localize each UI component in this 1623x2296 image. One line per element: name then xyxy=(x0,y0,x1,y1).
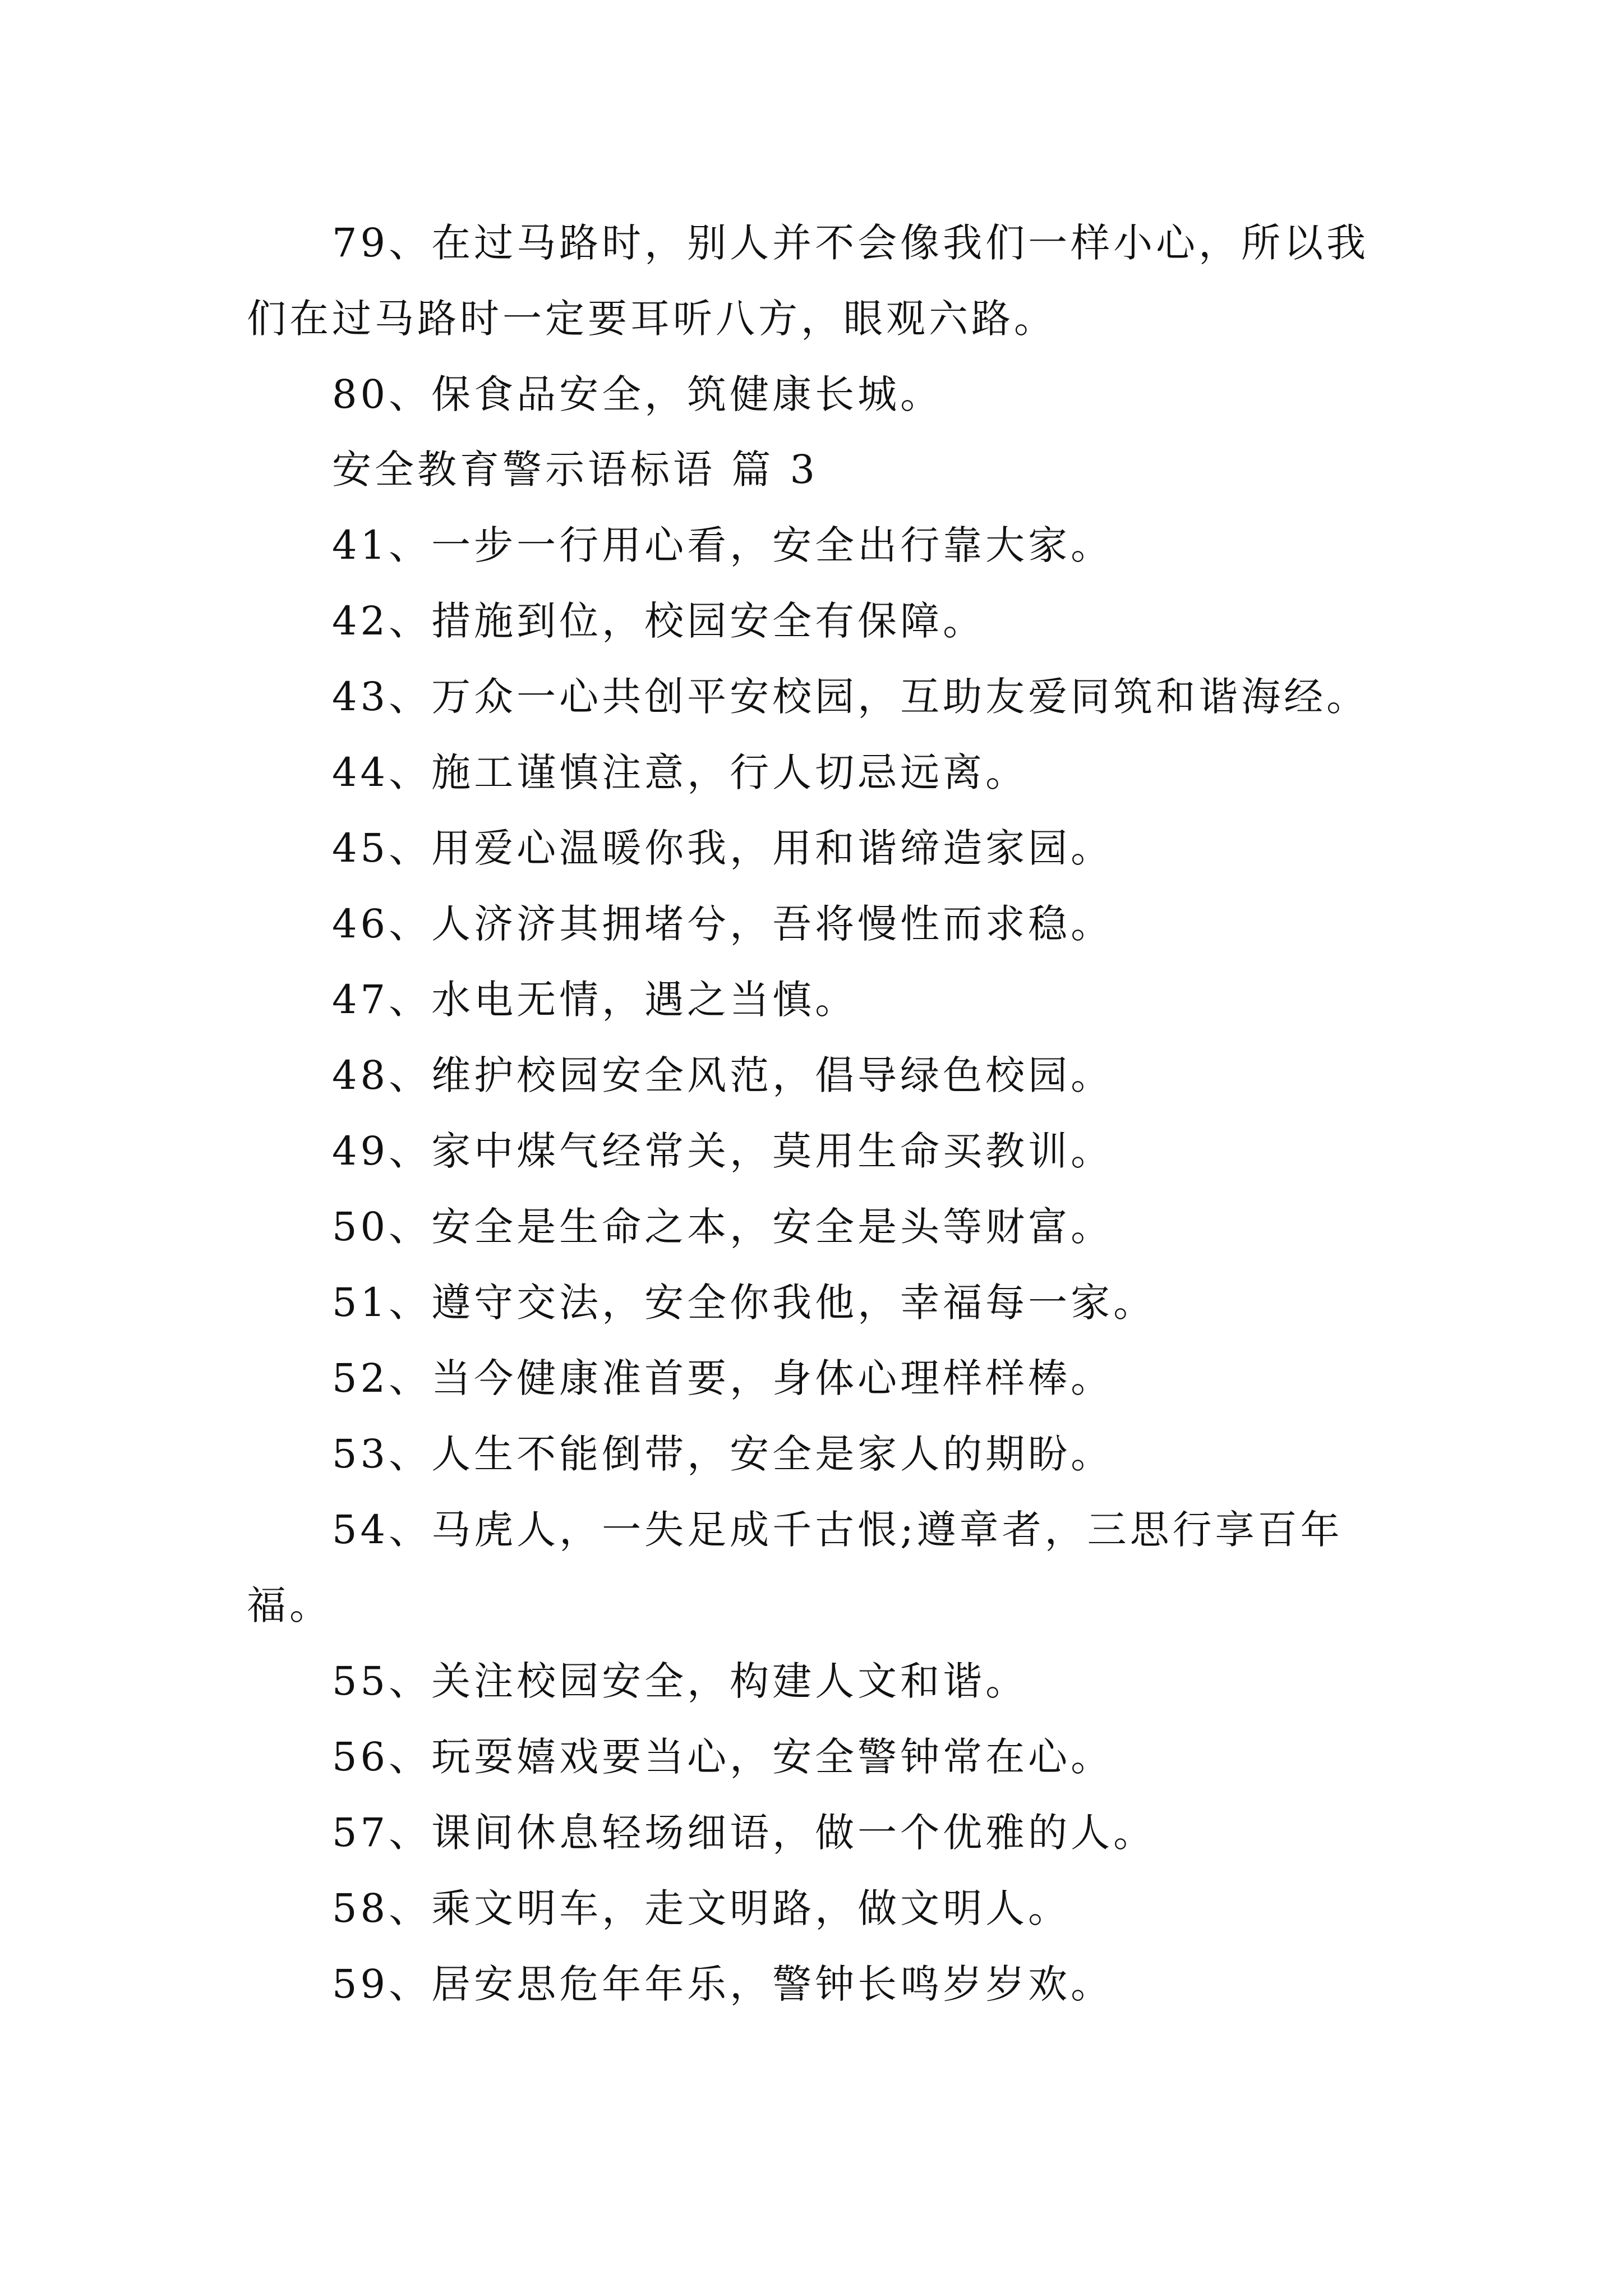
text-line: 们在过马路时一定要耳听八方，眼观六路。 xyxy=(247,296,1057,342)
text-line: 49、家中煤气经常关，莫用生命买教训。 xyxy=(332,1128,1114,1174)
text-line: 48、维护校园安全风范，倡导绿色校园。 xyxy=(332,1052,1114,1098)
text-line: 51、遵守交法，安全你我他，幸福每一家。 xyxy=(332,1280,1156,1326)
text-line: 53、人生不能倒带，安全是家人的期盼。 xyxy=(332,1431,1114,1477)
text-line: 44、施工谨慎注意，行人切忌远离。 xyxy=(332,749,1029,795)
text-line: 57、课间休息轻场细语，做一个优雅的人。 xyxy=(332,1810,1156,1856)
text-line: 47、水电无情，遇之当慎。 xyxy=(332,977,858,1023)
text-line: 41、一步一行用心看，安全出行靠大家。 xyxy=(332,522,1114,568)
text-line: 59、居安思危年年乐，警钟长鸣岁岁欢。 xyxy=(332,1961,1114,2007)
text-line: 52、当今健康准首要，身体心理样样棒。 xyxy=(332,1355,1114,1401)
text-line: 56、玩耍嬉戏要当心，安全警钟常在心。 xyxy=(332,1734,1114,1780)
text-line: 福。 xyxy=(247,1582,332,1628)
text-line: 55、关注校园安全，构建人文和谐。 xyxy=(332,1658,1029,1704)
section-heading: 安全教育警示语标语 篇 3 xyxy=(332,447,819,493)
text-line: 43、万众一心共创平安校园，互助友爱同筑和谐海经。 xyxy=(332,674,1370,720)
text-line: 50、安全是生命之本，安全是头等财富。 xyxy=(332,1204,1114,1250)
text-line: 58、乘文明车，走文明路，做文明人。 xyxy=(332,1885,1071,1931)
text-line: 80、保食品安全，筑健康长城。 xyxy=(332,371,943,417)
text-line: 46、人济济其拥堵兮，吾将慢性而求稳。 xyxy=(332,901,1114,947)
text-line: 79、在过马路时，别人并不会像我们一样小心，所以我 xyxy=(332,220,1370,266)
text-line: 42、措施到位，校园安全有保障。 xyxy=(332,598,986,644)
text-line: 54、马虎人，一失足成千古恨;遵章者，三思行享百年 xyxy=(332,1507,1343,1553)
text-line: 45、用爱心温暖你我，用和谐缔造家园。 xyxy=(332,825,1114,871)
